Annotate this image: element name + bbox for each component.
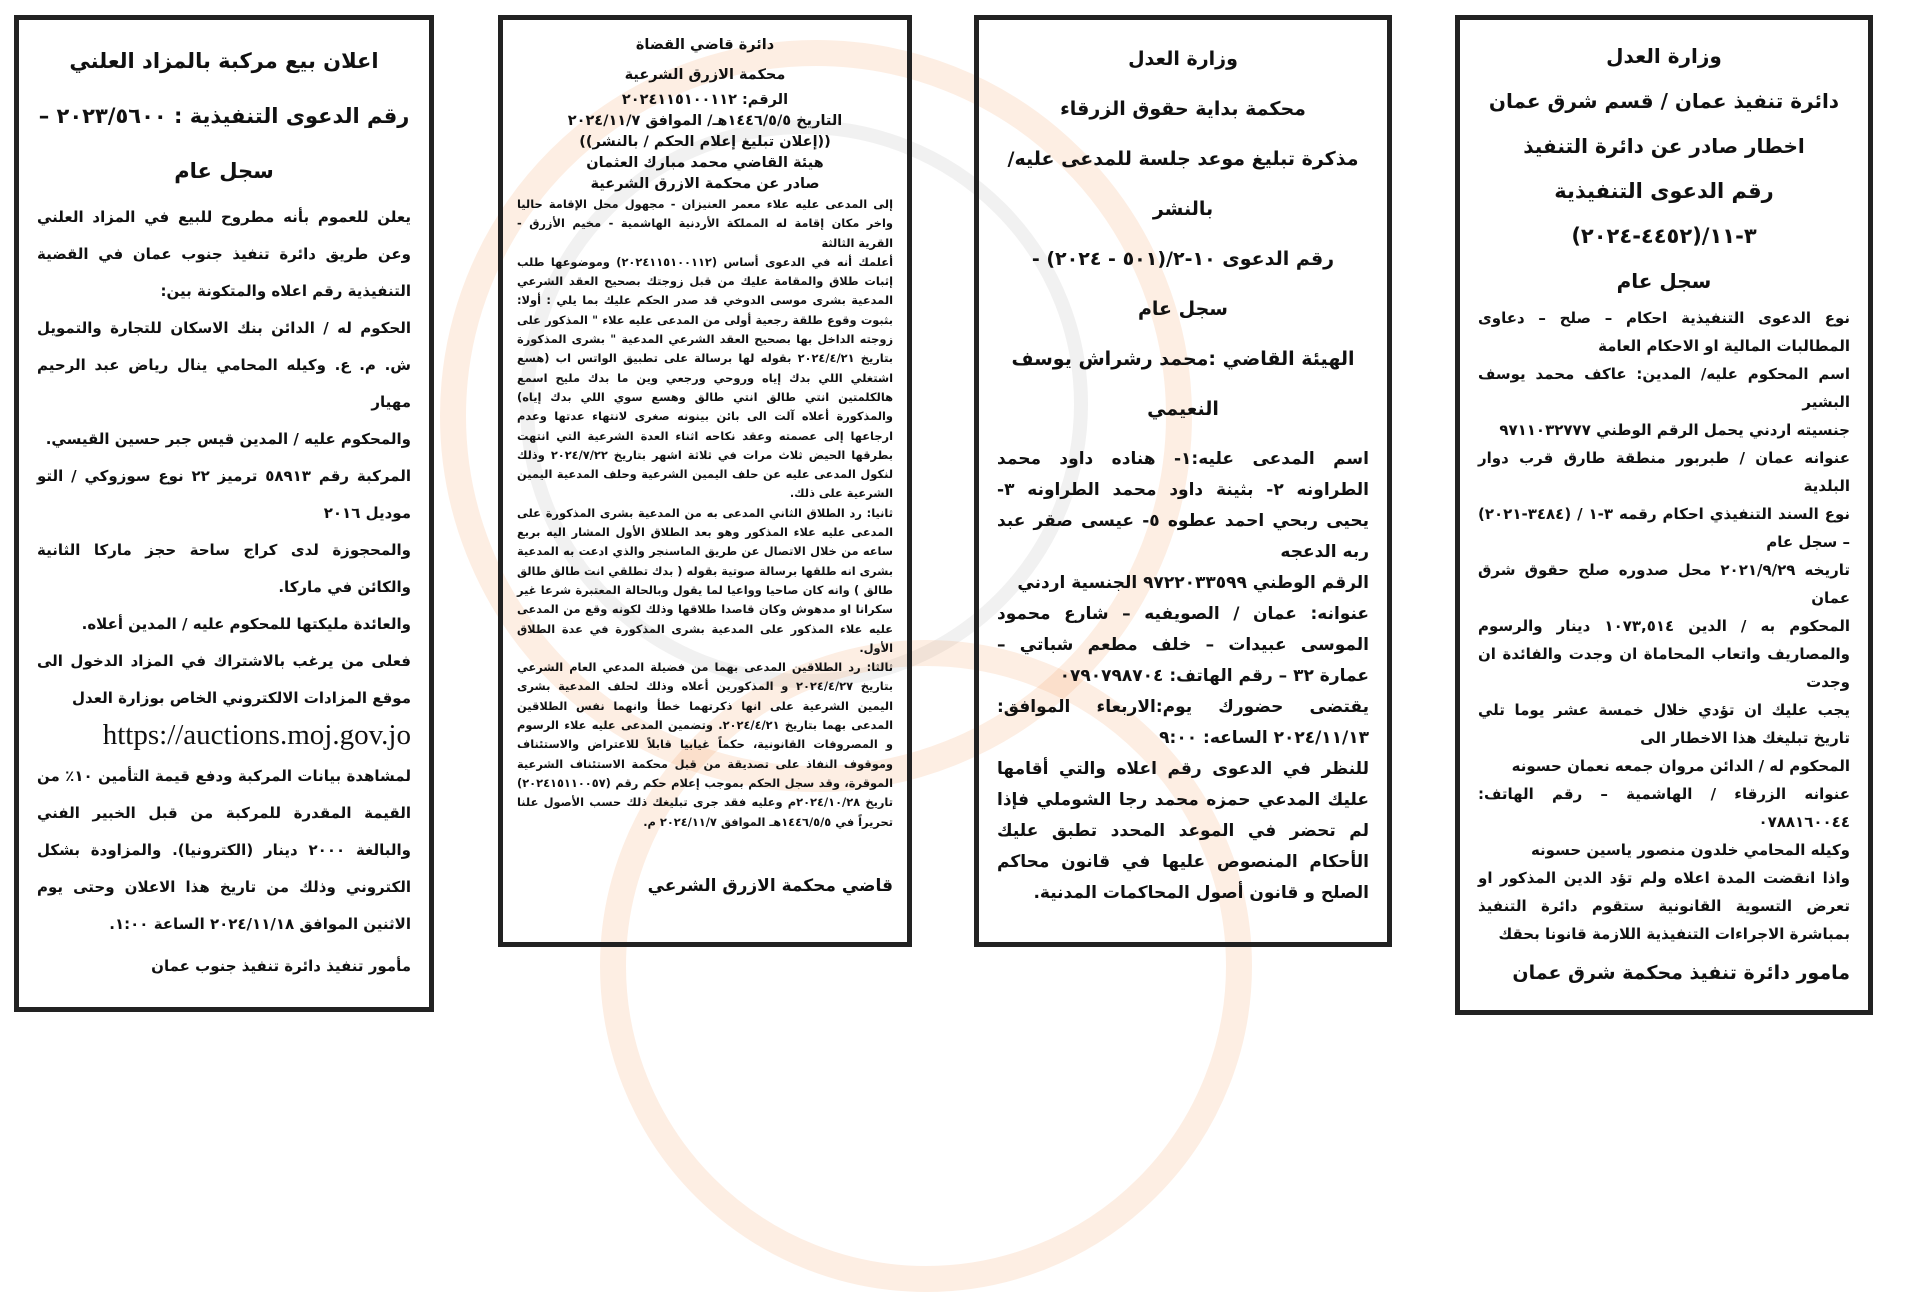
notice-type: مذكرة تبليغ موعد جلسة للمدعى عليه/بالنشر <box>1007 148 1359 220</box>
paragraph: فعلى من يرغب بالاشتراك في المزاد الدخول الى موقع المزادات الالكتروني الخاص بوزارة العدل <box>37 652 411 707</box>
paragraph: واذا انقضت المدة اعلاه ولم تؤد الدين المذكور او تعرض التسوية القانونية ستقوم دائرة التنفيذ بمباشرة الاجراءات التنفيذية اللازمة قانونا بحقك <box>1478 869 1850 943</box>
paragraph: الحكوم له / الدائن بنك الاسكان للتجارة والتمويل ش. م. ع. وكيله المحامي ينال رياض عبد الرحيم مهيار <box>37 319 411 411</box>
case-number: رقم الدعوى التنفيذية ٣-١١/(٤٤٥٢-٢٠٢٤) <box>1554 179 1774 248</box>
paragraph: جنسيته اردني يحمل الرقم الوطني ٩٧١١٠٣٢٧٧٧ <box>1499 421 1850 439</box>
signature: مأمور تنفيذ دائرة تنفيذ جنوب عمان <box>151 957 411 975</box>
paragraph: المحكوم له / الدائن مروان جمعه نعمان حسونه <box>1511 757 1850 775</box>
paragraph: المركبة رقم ٥٨٩١٣ ترميز ٢٢ نوع سوزوكي / التو موديل ٢٠١٦ <box>37 467 411 522</box>
paragraph: لمشاهدة بيانات المركبة ودفع قيمة التأمين ١٠٪ من القيمة المقدرة للمركبة من قبل الخبير الفني والبالغة ٢٠٠٠ دينار (الكترونيا). والمزاودة بشكل الكتروني وذلك من تاريخ هذا الاعلان وحتى يوم الاثنين الموافق ٢٠٢٤/١١/١٨ الساعة ١:٠٠. <box>37 767 411 933</box>
notice-type: اخطار صادر عن دائرة التنفيذ <box>1523 134 1805 158</box>
paragraph: نوع السند التنفيذي احكام رقمه ٣-١ / (٣٤٨٤-٢٠٢١) – سجل عام <box>1478 505 1851 551</box>
paragraph: يجب عليك ان تؤدي خلال خمسة عشر يوما تلي تاريخ تبليغك هذا الاخطار الى <box>1478 701 1850 747</box>
notice-execution-east-amman <box>1455 15 1873 1015</box>
paragraph: والعائدة مليكتها للمحكوم عليه / المدين أعلاه. <box>81 615 411 633</box>
paragraph: للنظر في الدعوى رقم اعلاه والتي أقامها عليك المدعي حمزه محمد رجا الشوملي فإذا لم تحضر في الموعد المحدد تطبق عليك الأحكام المنصوص عليها في قانون محاكم الصلح و قانون أصول المحاكمات المدنية. <box>997 759 1369 903</box>
court-name: محكمة بداية حقوق الزرقاء <box>1060 98 1306 120</box>
paragraph: عنوانه الزرقاء / الهاشمية – رقم الهاتف: ٠٧٨٨١٦٠٠٤٤ <box>1478 785 1850 831</box>
signature: مامور دائرة تنفيذ محكمة شرق عمان <box>1512 962 1850 984</box>
ministry-name: وزارة العدل <box>1606 44 1722 68</box>
paragraph: ثانيا: رد الطلاق الثاني المدعى به من المدعية بشرى المذكورة على المدعى عليه علاء المذكور وهو بعد الطلاق الأول المشار اليه بربع ساعه من خلال الاتصال عن طريق الماسنجر والذي ادعت به المدعية بشرى انه طلقها برسالة صوتية بقوله ( بدك تطلقي انت طالق طالق طالق ) وانه كان صاحيا وواعيا لما يقول وبالحالة المعتبرة شرعا غير سكرانا او مدهوش وكان قاصدا طلاقها وذلك لكونه وقع من المدعى عليه علاء المذكور على المدعية بشرى المذكورة في عدة الطلاق الأول. <box>517 505 893 655</box>
paragraph: والمحكوم عليه / المدين قيس جبر حسين القيسي. <box>45 430 411 448</box>
notice-heading: دائرة قاضي القضاة <box>635 37 775 53</box>
court-name: محكمة الازرق الشرعية <box>624 67 786 83</box>
case-number: رقم الدعوى ١٠-٢/(٥٠١ - ٢٠٢٤) - <box>1031 248 1335 270</box>
notice-vehicle-auction <box>14 15 434 1012</box>
paragraph: وكيله المحامي خلدون منصور ياسين حسونه <box>1530 841 1850 859</box>
notice-sharia-court <box>498 15 912 947</box>
register-label: سجل عام <box>1138 298 1228 320</box>
department-name: دائرة تنفيذ عمان / قسم شرق عمان <box>1488 89 1840 113</box>
paragraph: يقتضى حضورك يوم:الاربعاء الموافق: ٢٠٢٤/١١/١٣ الساعه: ٩:٠٠ <box>997 697 1369 748</box>
case-number: رقم الدعوى التنفيذية : ٢٠٢٣/٥٦٠٠ – <box>38 104 410 128</box>
paragraph: نوع الدعوى التنفيذية احكام – صلح – دعاوى المطالبات المالية او الاحكام العامة <box>1478 309 1850 355</box>
judge-name: الهيئة القاضي :محمد رشراش يوسف النعيمي <box>1011 348 1355 420</box>
paragraph: المحكوم به / الدين ١٠٧٣,٥١٤ دينار والرسوم والمصاريف واتعاب المحاماة ان وجدت والفائدة ان وجدت <box>1478 617 1850 691</box>
auction-url-link[interactable]: https://auctions.moj.gov.jo <box>102 719 411 751</box>
notice-title: اعلان بيع مركبة بالمزاد العلني <box>69 49 379 73</box>
register-label: سجل عام <box>174 159 274 183</box>
paragraph: عنوانه عمان / طبربور منطقة طارق قرب دوار البلدية <box>1478 449 1850 495</box>
issuer: صادر عن محكمة الازرق الشرعية <box>590 176 820 192</box>
notice-date: التاريخ ١٤٤٦/٥/٥هـ/ الموافق ٢٠٢٤/١١/٧ <box>567 113 843 129</box>
reference-number: الرقم: ٢٠٢٤١١٥١٠٠١١٢ <box>621 92 789 108</box>
paragraph: والمحجوزة لدى كراج ساحة حجز ماركا الثانية والكائن في ماركا. <box>37 541 411 596</box>
paragraph: اسم المدعى عليه:١- هناده داود محمد الطراونه ٢- بثينة داود محمد الطراونه ٣- يحيى ربحي احمد عطوه ٥- عيسى صقر عبد ربه الدعجه <box>997 449 1369 562</box>
paragraph: إلى المدعى عليه علاء معمر العنيزان - مجهول محل الإقامة حاليا واخر مكان إقامة له المملكة الأردنية الهاشمية - مخيم الأزرق - القرية الثالثة <box>517 197 893 250</box>
ministry-name: وزارة العدل <box>1128 48 1238 70</box>
paragraph: الرقم الوطني ٩٧٢٢٠٣٣٥٩٩ الجنسية اردني <box>1017 573 1369 593</box>
notice-zarqa-court <box>974 15 1392 947</box>
paragraph: عنوانه: عمان / الصويفيه – شارع محمود الموسى عبيدات – خلف مطعم شباتي – عمارة ٣٢ – رقم الهاتف: ٠٧٩٠٧٩٨٧٠٤ <box>997 604 1369 686</box>
signature: قاضي محكمة الازرق الشرعي <box>647 876 893 896</box>
notice-type: ((إعلان تبليغ إعلام الحكم / بالنشر)) <box>579 134 831 150</box>
paragraph: اسم المحكوم عليه/ المدين: عاكف محمد يوسف البشير <box>1478 365 1850 411</box>
paragraph: ثالثا: رد الطلاقين المدعى بهما من فضيلة المدعي العام الشرعي بتاريخ ٢٠٢٤/٤/٢٧ و المذكورين أعلاه وذلك لحلف المدعية بشرى اليمين الشرعية على انها ذكرتهما خطأ وانهما نفس الطلاقين المدعى بهما بتاريخ ٢٠٢٤/٤/٢١. وتضمين المدعى عليه علاء الرسوم و المصروفات القانونية، حكماً غيابيا قابلاً للاعتراض والاستئناف وموقوف النفاذ على تصديقة من قبل محكمة الاستئناف الشرعية الموقرة، وقد سجل الحكم بموجب إعلام حكم رقم (٢٠٢٤١٥١١٠٠٥٧) تاريخ ٢٠٢٤/١٠/٢٨م وعليه فقد جرى تبليغك ذلك حسب الأصول علنا تحريراً في ١٤٤٦/٥/٥هـ الموافق ٢٠٢٤/١١/٧ م. <box>517 660 893 829</box>
paragraph: يعلن للعموم بأنه مطروح للبيع في المزاد العلني وعن طريق دائرة تنفيذ جنوب عمان في القضية التنفيذية رقم اعلاه والمتكونة بين: <box>37 208 411 300</box>
judge-name: هيئة القاضي محمد مبارك العثمان <box>586 155 824 171</box>
url-line <box>37 717 411 758</box>
paragraph: أعلمك أنه في الدعوى أساس (٢٠٢٤١١٥١٠٠١١٢) وموضوعها طلب إثبات طلاق والمقامة عليك من قبل زوجتك بصحيح العقد الشرعي المدعية بشرى موسى الدوخي قد صدر الحكم عليك بما يلي : أولا: بثبوت وقوع طلقة رجعية أولى من المدعى عليه علاء " المذكور على زوجته الداخل بها بصحيح العقد الشرعي المدعية " بشرى المذكورة بتاريخ ٢٠٢٤/٤/٢١ بقوله لها برسالة على تطبيق الواتس اب (هسع اشتغلي اللي بدك إياه وروحي ورجعي وين ما بدك مليح اسمع هالكلمتين انتي طالق انتي طالق وهسع سوي اللي بدك إياه) والمذكورة أعلاه آلت الى بائن بينونه صغرى لانتهاء عدتها وعدم ارجاعها إلى عصمته وعقد نكاحه اثناء العدة الشرعية التي انتهت بطرقها الحيض ثلاث مرات في ثلاثة اشهر بتاريخ ٢٠٢٤/٧/٢٢ وذلك لنكول المدعى عليه عن حلف اليمين الشرعية وحلف المدعية اليمين الشرعية على ذلك. <box>517 254 893 501</box>
paragraph: تاريخه ٢٠٢١/٩/٢٩ محل صدوره صلح حقوق شرق عمان <box>1478 561 1850 607</box>
register-label: سجل عام <box>1616 269 1712 293</box>
